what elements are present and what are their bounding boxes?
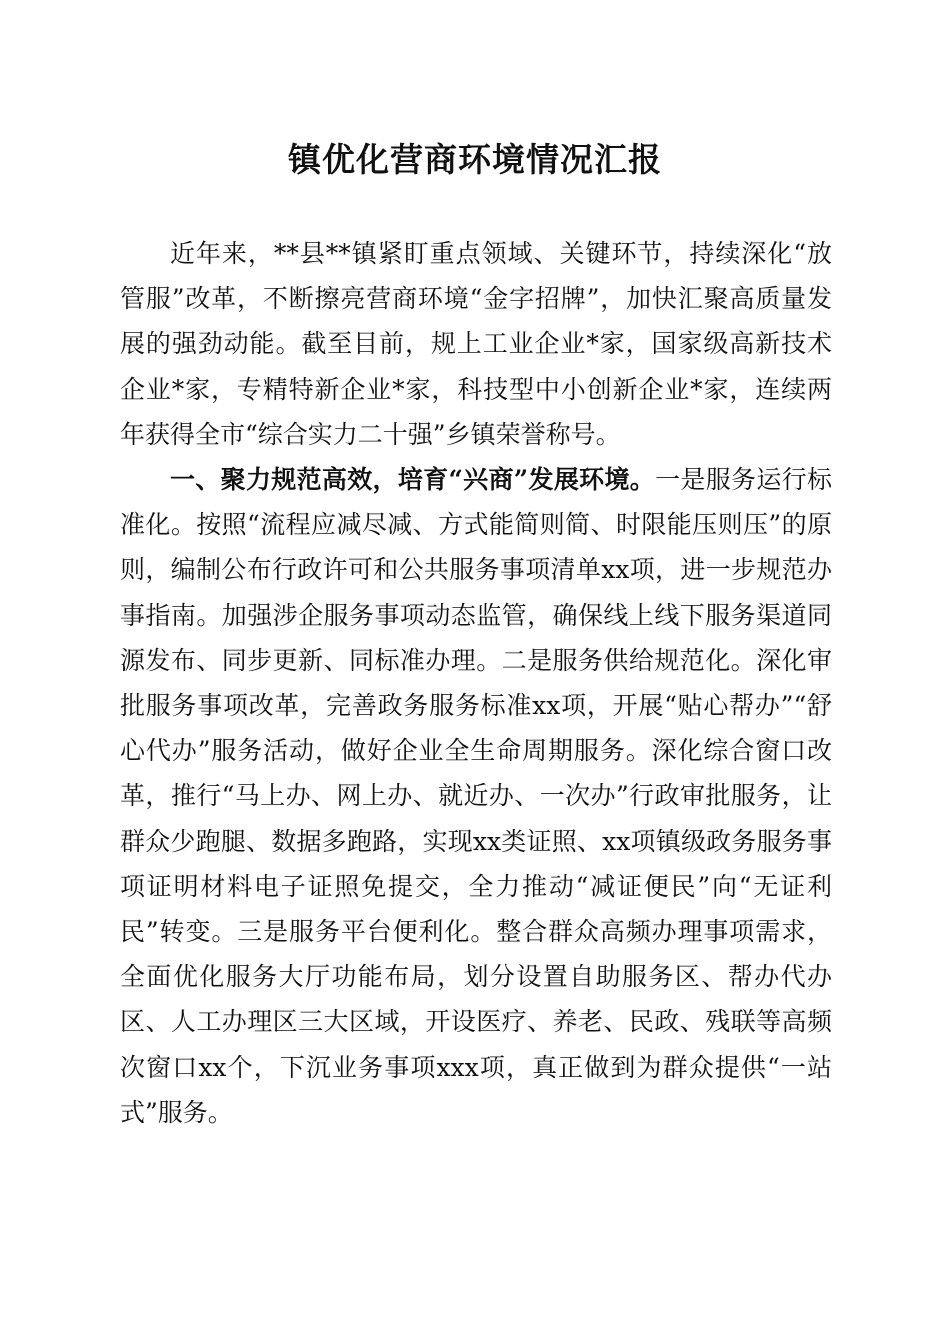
section-1-heading: 一、聚力规范高效，培育“兴商”发展环境。 — [170, 465, 656, 495]
document-title: 镇优化营商环境情况汇报 — [288, 140, 662, 179]
section-1-text: 一是服务运行标准化。按照“流程应减尽减、方式能简则简、时限能压则压”的原则，编制公布行政许可和公共服务事项清单xx项，进一步规范办事指南。加强涉企服务事项动态监管，确保线上线下服务渠道同源发布、同步更新、同标准办理。二是服务供给规范化。深化审批服务事项改革，完善政务服务标准xx项，开展“贴心帮办”“舒心代办”服务活动，做好企业全生命周期服务。深化综合窗口改革，推行“马上办、网上办、就近办、一次办”行政审批服务，让群众少跑腿、数据多跑路，实现xx类证照、xx项镇级政务服务事项证明材料电子证照免提交，全力推动“减证便民”向“无证利民”转变。三是服务平台便利化。整合群众高频办理事项需求，全面优化服务大厅功能布局，划分设置自助服务区、帮办代办区、人工办理区三大区域，开设医疗、养老、民政、残联等高频次窗口xx个，下沉业务事项xxx项，真正做到为群众提供“一站式”服务。 — [120, 465, 832, 1127]
intro-paragraph: 近年来，**县**镇紧盯重点领域、关键环节，持续深化“放管服”改革，不断擦亮营商环境“金字招牌”，加快汇聚高质量发展的强劲动能。截至目前，规上工业企业*家，国家级高新技术企业*家，专精特新企业*家，科技型中小创新企业*家，连续两年获得全市“综合实力二十强”乡镇荣誉称号。 — [120, 239, 832, 449]
document-body — [120, 231, 832, 1135]
section-1-paragraph — [120, 457, 832, 1135]
